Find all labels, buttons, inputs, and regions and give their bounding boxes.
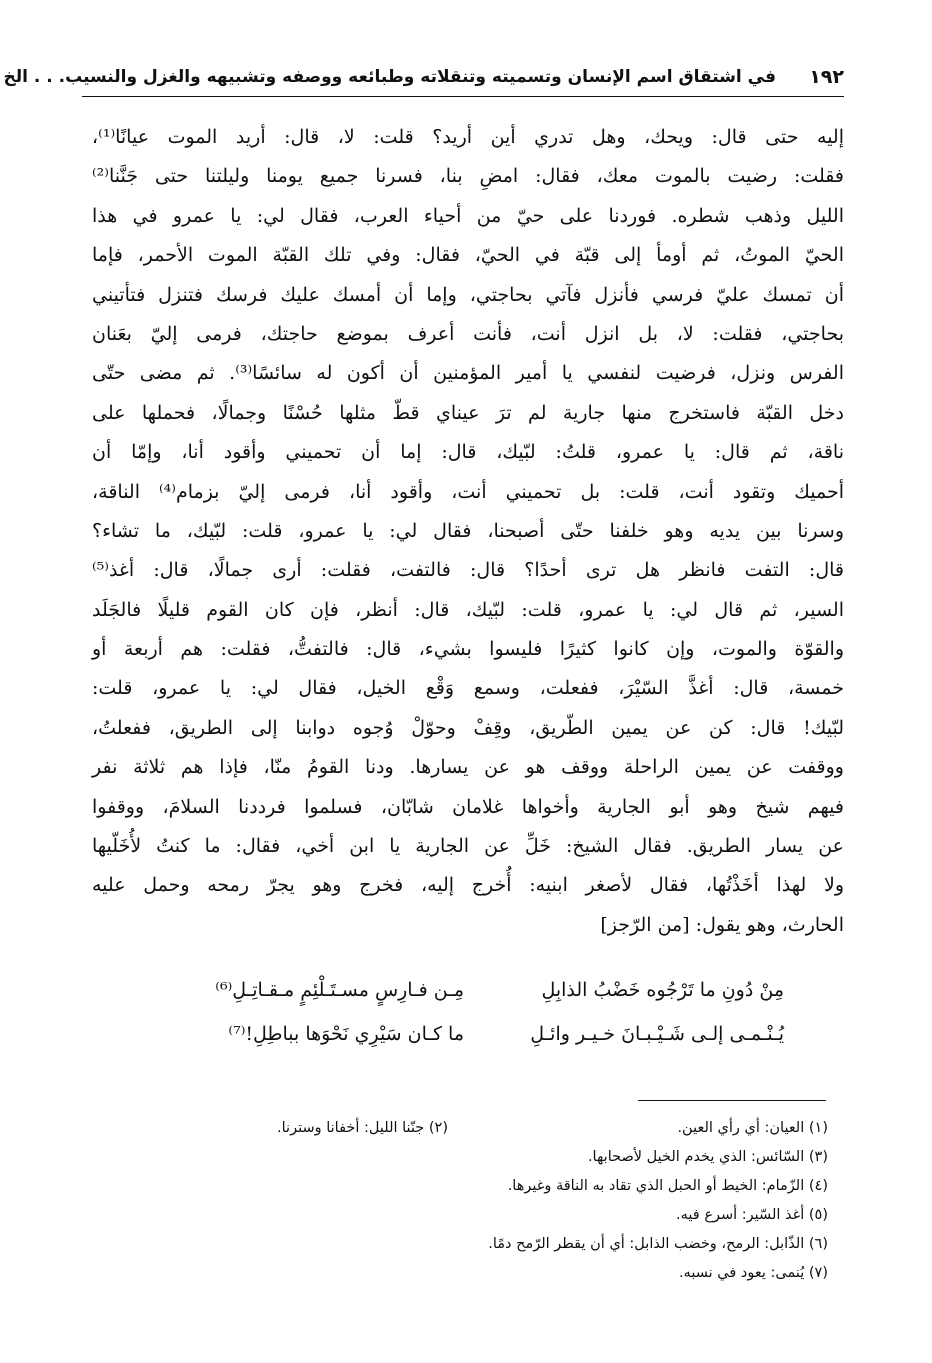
footnotes xyxy=(92,1114,828,1288)
running-title: في اشتقاق اسم الإنسان وتسميته وتنقلاته وطبائعه ووصفه وتشبيهه والغزل والنسيب. . . الخ xyxy=(3,67,776,87)
text-line: عن يسار الطريق. فقال الشيخ: خَلِّ عن الجارية يا ابن أخي، فقال: ما كنتُ لأُخَلّيها xyxy=(92,835,844,858)
text-line: دخل القبّة فاستخرج منها جارية لم ترَ عيناي قطّ مثلها حُسْنًا وجمالًا، فحملها على xyxy=(92,401,844,424)
main-text xyxy=(92,118,844,945)
text-line: وسرنا بين يديه وهو خلفنا حتّى أصبحنا، فقال لي: يا عمرو، قلت: لبّيك، ما تشاء؟ xyxy=(92,519,844,542)
verse-first-hemistich: يُـنْـمـى إلـى شَـيْـبـانَ خـيـر وائـلِ xyxy=(530,1023,784,1045)
footnote-row xyxy=(92,1259,828,1288)
footnote: (٢) جنّنا الليل: أخفانا وسترنا. xyxy=(277,1120,448,1136)
text-line: ولا لهذا أخَذْتُها، فقال لأصغر ابنيه: أُخرج إليه، فخرج وهو يجرّ رمحه وحمل عليه xyxy=(92,874,844,897)
footnote: (٦) الذّابل: الرمح، وخضب الذابل: أي أن يقطر الرّمح دمًا. xyxy=(488,1236,828,1252)
footnote: (٤) الزّمام: الخيط أو الحبل الذي تقاد به الناقة وغيرها. xyxy=(507,1178,828,1194)
footnote-row xyxy=(92,1230,828,1259)
page-number: ١٩٢ xyxy=(809,66,844,88)
verse xyxy=(92,968,844,1012)
footnote-row xyxy=(92,1143,828,1172)
text-line: والقوّة والموت، وإن كانوا كثيرًا فليسوا بشيء، قال: فالتفتُّ، فقلت: هم أربعة أو xyxy=(92,638,844,661)
text-line: السير، ثم قال لي: يا عمرو، قلت: لبّيك، قال: أنظر، فإن كان القوم قليلًا فالجَلَد xyxy=(92,598,844,621)
verse-second-hemistich: مِـن فـارِسٍ مسـتَـلْئِمٍ مـقـاتِـلِ⁽⁶⁾ xyxy=(215,979,464,1001)
text-line: إليه حتى قال: ويحك، وهل تدري أين أريد؟ قلت: لا، قال: أريد الموت عيانًا⁽¹⁾، xyxy=(92,126,844,148)
footnote: (١) العيان: أي رأي العين. xyxy=(677,1120,828,1136)
text-line: خمسة، قال: أغذَّ السّيْرَ، ففعلت، وسمع وَقْع الخيل، فقال لي: يا عمرو، قلت: xyxy=(92,677,844,700)
text-line: أحميك وتقود أنت، قلت: بل تحميني أنت، وأقود أنا، فرمى إليّ بزمام⁽⁴⁾ الناقة، xyxy=(92,480,845,503)
text-line: ناقة، ثم قال: يا عمرو، قلتُ: لبّيك، قال: إما أن تحميني وأقود أنا، وإمّا أن xyxy=(92,441,844,464)
verse xyxy=(92,1012,844,1056)
text-line: الحيّ الموتُ، ثم أومأ إلى قبّة في الحيّ، فقال: وفي تلك القبّة الموت الأحمر، فإما xyxy=(92,244,844,267)
footnote: (٥) أغذ السّير: أسرع فيه. xyxy=(676,1207,828,1223)
verse-second-hemistich: ما كـان سَيْرِي نَحْوَها بباطِلِ!⁽⁷⁾ xyxy=(228,1023,464,1045)
poem-verses xyxy=(92,968,844,1056)
text-line: قال: التفت فانظر هل ترى أحدًا؟ قال: فالتفت، فقلت: أرى جمالًا، قال: أغذ⁽⁵⁾ xyxy=(92,559,844,582)
running-header xyxy=(3,62,844,96)
header-divider xyxy=(82,96,844,97)
text-line: فيهم شيخ وهو أبو الجارية وأخواها غلامان شابّان، فسلموا فرددنا السلامَ، ووقفوا xyxy=(92,795,844,818)
text-line: الحارث، وهو يقول: [من الرّجز] xyxy=(600,913,844,936)
text-line: الفرس ونزل، فرضيت لنفسي يا أمير المؤمنين أن أكون له سائسًا⁽³⁾. ثم مضى حتّى xyxy=(92,362,844,385)
footnote-divider xyxy=(638,1100,826,1101)
text-line: بحاجتي، فقلت: لا، بل انزل أنت، فأنت أعرف بموضع حاجتك، فرمى إليّ بعَنان xyxy=(92,322,844,345)
footnote: (٣) السّائس: الذي يخدم الخيل لأصحابها. xyxy=(587,1149,828,1165)
text-line: فقلت: رضيت بالموت معك، فقال: امضِ بنا، فسرنا جميع يومنا وليلتنا حتى جَنَّنا⁽²⁾ xyxy=(92,165,844,188)
footnote-row xyxy=(92,1114,828,1143)
footnote: (٧) يُنمى: يعود في نسبه. xyxy=(678,1265,828,1281)
text-line: أن تمسك عليّ فرسي فأنزل فآتي بحاجتي، وإما أن أمسك عليك فرسك فتنزل فتأتيني xyxy=(92,283,844,306)
text-line: لبّيك! قال: كن عن يمين الطّريق، وقِفْ وحوّلْ وُجوه دوابنا إلى الطريق، ففعلتُ، xyxy=(92,716,844,739)
footnote-row xyxy=(92,1201,828,1230)
text-line: الليل وذهب شطره. فوردنا على حيّ من أحياء العرب، فقال لي: يا عمرو في هذا xyxy=(92,204,844,227)
verse-first-hemistich: مِنْ دُونِ ما تَرْجُوه خَضْبُ الذابِلِ xyxy=(541,979,784,1001)
text-line: ووقفت عن يمين الراحلة ووقف هو عن يسارها. ودنا القومُ منّا، فإذا هم ثلاثة نفر xyxy=(92,756,844,779)
footnote-row xyxy=(92,1172,828,1201)
